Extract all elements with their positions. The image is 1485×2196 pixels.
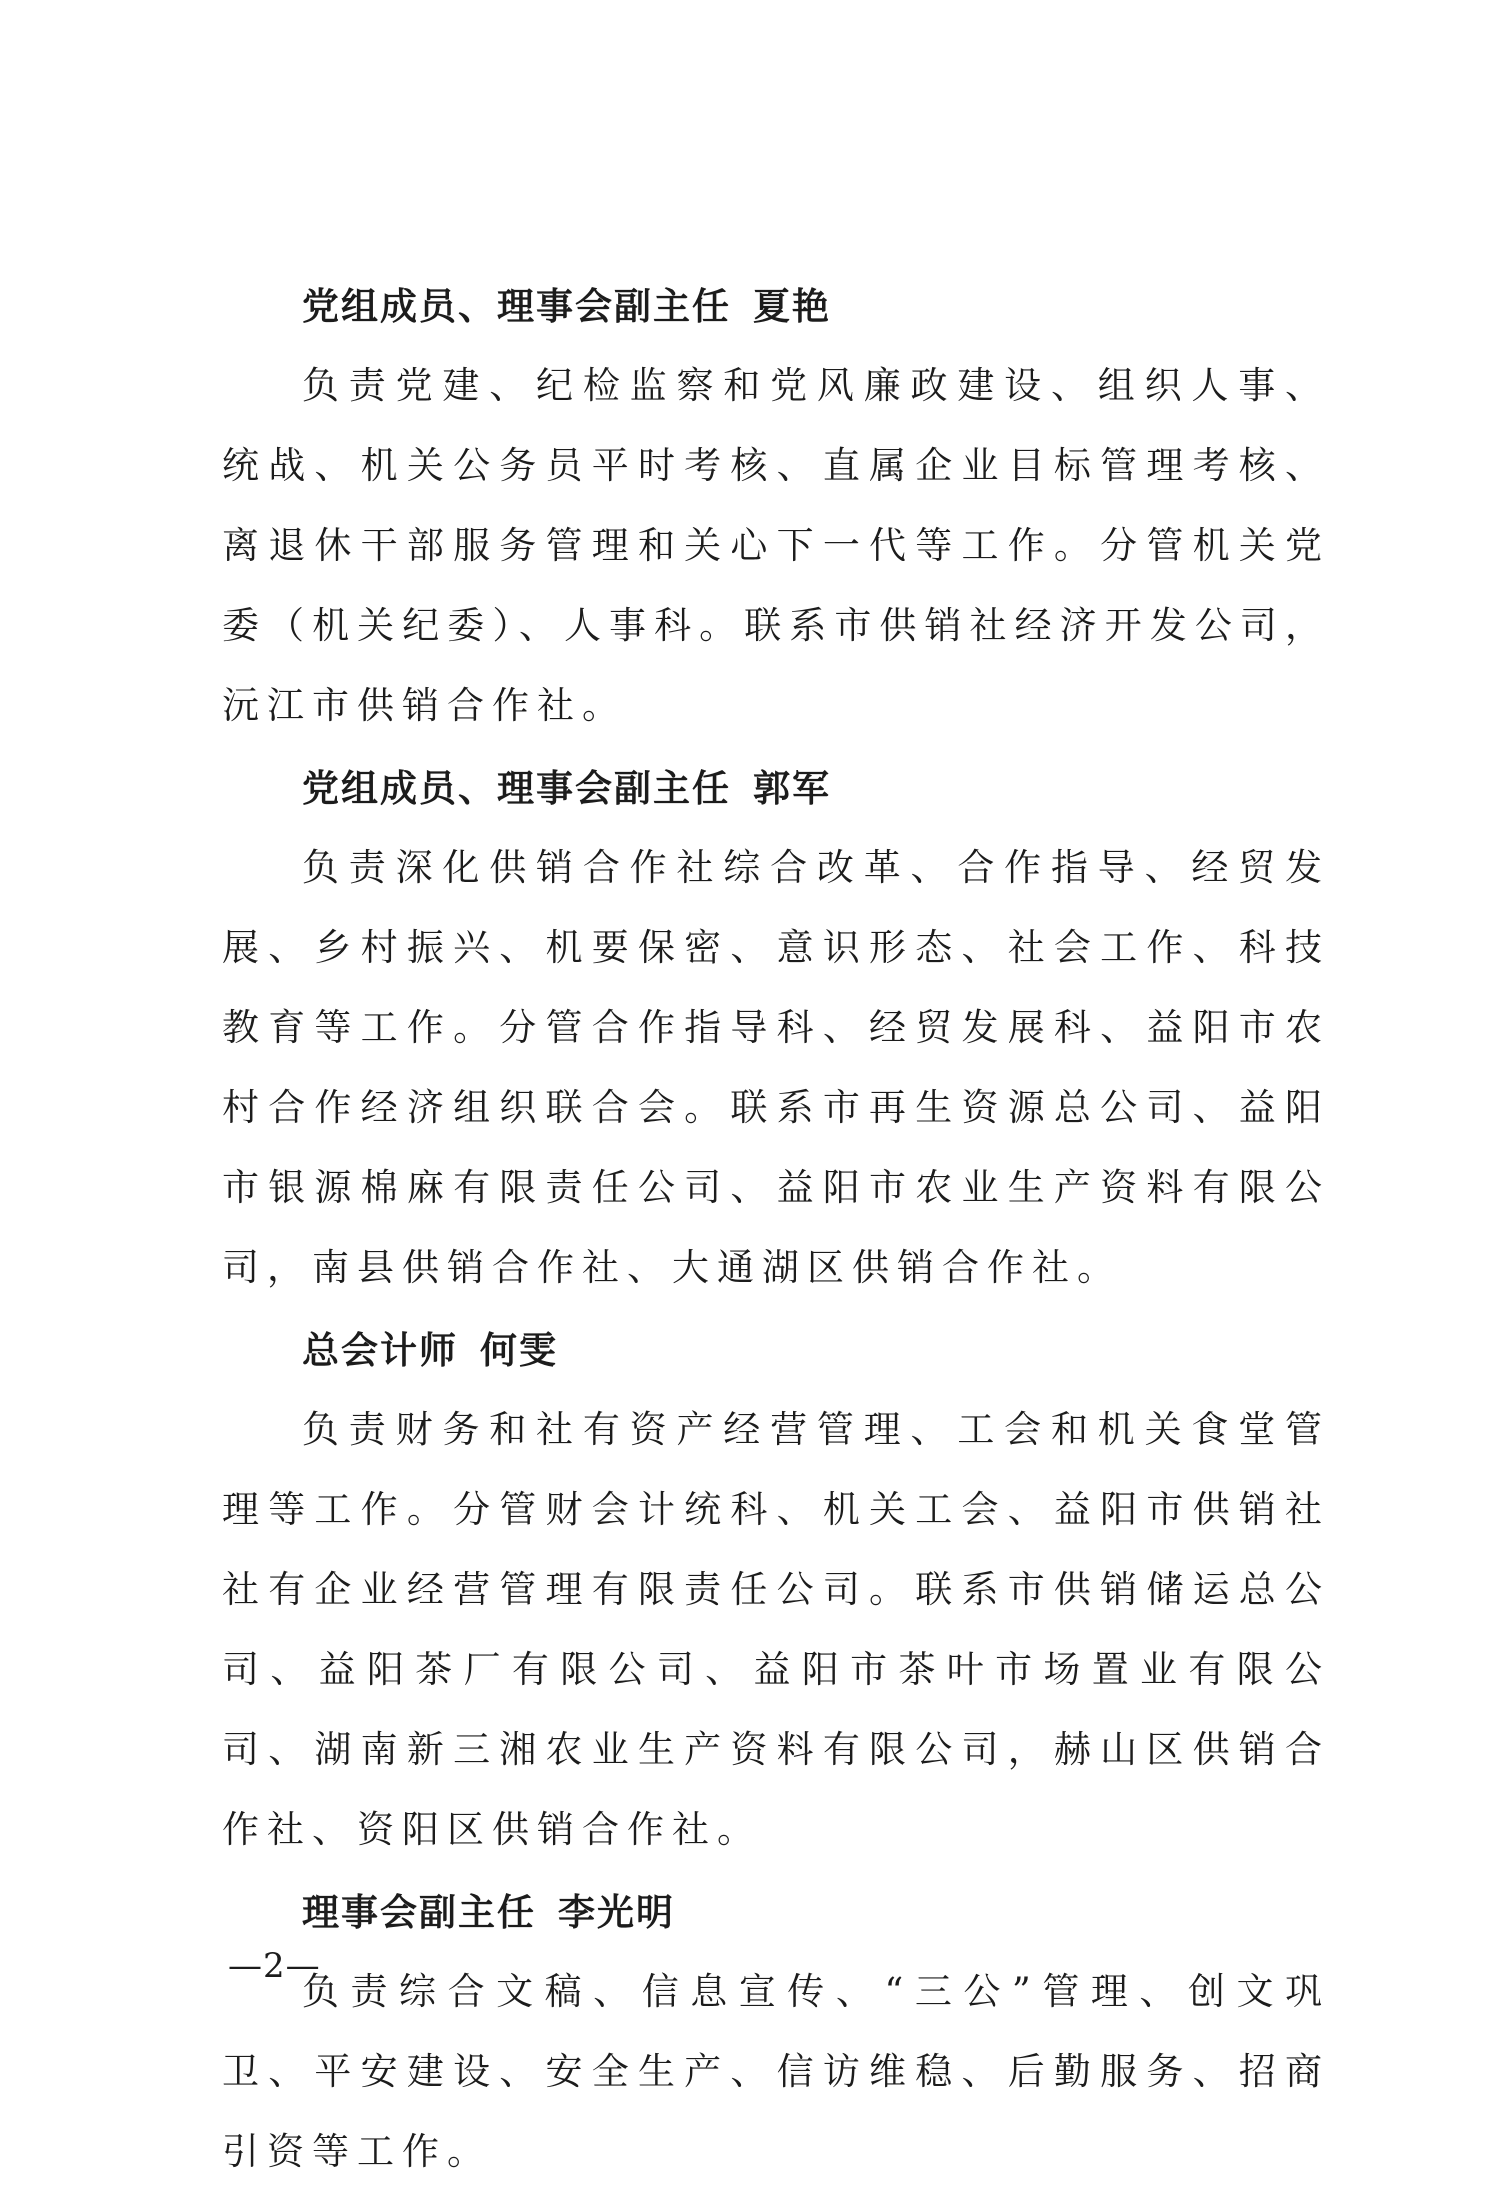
section-person-name: 李光明 [558,1891,675,1934]
section-heading-xia-yan [222,268,1330,346]
page-number: —2— [228,1946,321,1986]
section-heading-li-guangming [222,1874,1330,1952]
section-body-he-wen: 负责财务和社有资产经营管理、工会和机关食堂管理等工作。分管财会计统科、机关工会、益阳市供销社社有企业经营管理有限责任公司。联系市供销储运总公司、益阳茶厂有限公司、益阳市茶叶市场置业有限公司、湖南新三湘农业生产资料有限公司，赫山区供销合作社、资阳区供销合作社。 [222,1408,1330,1851]
document-content [222,268,1330,2196]
section-body-xia-yan: 负责党建、纪检监察和党风廉政建设、组织人事、统战、机关公务员平时考核、直属企业目标管理考核、离退休干部服务管理和关心下一代等工作。分管机关党委（机关纪委）、人事科。联系市供销社经济开发公司，沅江市供销合作社。 [222,364,1330,727]
section-title: 党组成员、理事会副主任 [302,767,731,810]
section-title: 理事会副主任 [302,1891,536,1934]
section-title: 党组成员、理事会副主任 [302,285,731,328]
section-person-name: 夏艳 [753,285,831,328]
section-title: 总会计师 [302,1329,458,1372]
section-heading-he-wen [222,1312,1330,1390]
section-person-name: 郭军 [753,767,831,810]
section-heading-guo-jun [222,750,1330,828]
section-body-li-guangming: 负责综合文稿、信息宣传、“三公”管理、创文巩卫、平安建设、安全生产、信访维稳、后勤服务、招商引资等工作。 [222,1970,1330,2173]
section-person-name: 何雯 [480,1329,558,1372]
section-body-guo-jun: 负责深化供销合作社综合改革、合作指导、经贸发展、乡村振兴、机要保密、意识形态、社会工作、科技教育等工作。分管合作指导科、经贸发展科、益阳市农村合作经济组织联合会。联系市再生资源总公司、益阳市银源棉麻有限责任公司、益阳市农业生产资料有限公司，南县供销合作社、大通湖区供销合作社。 [222,846,1330,1289]
